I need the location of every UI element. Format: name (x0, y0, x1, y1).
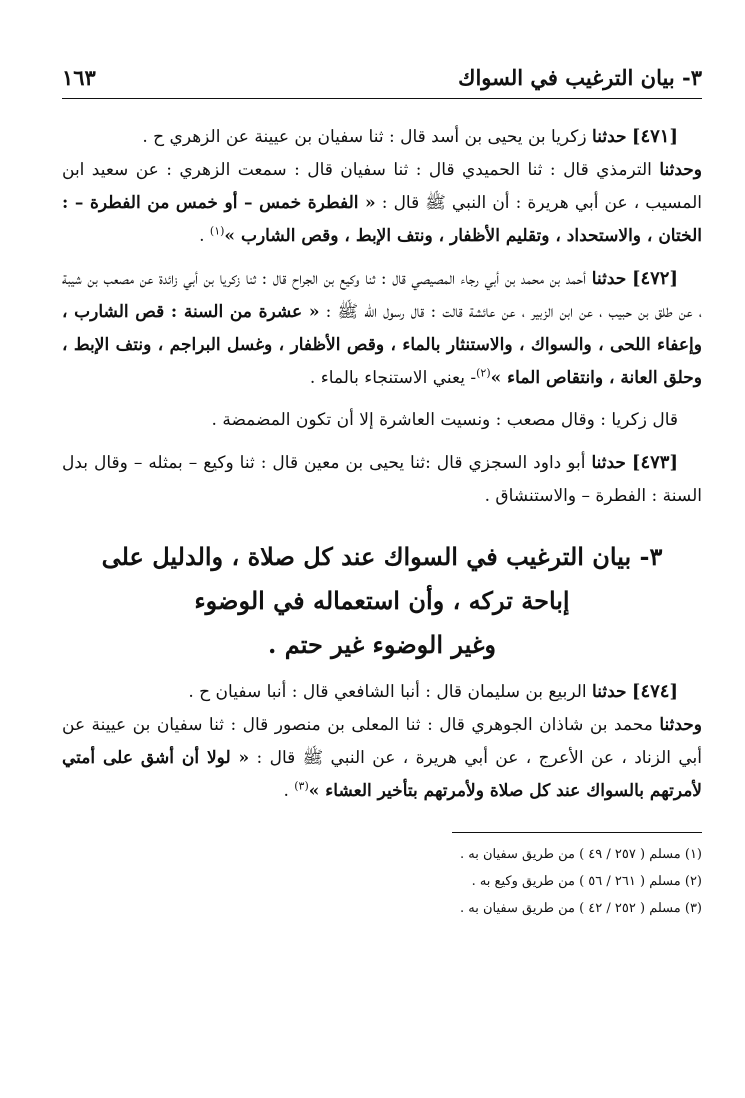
footnote-separator (452, 832, 702, 833)
hadith-number: [٤٧٢] (631, 268, 679, 289)
page-header (62, 56, 702, 96)
page-number: ١٦٣ (62, 65, 96, 90)
narration-lead: حدثنا (591, 453, 626, 473)
isnad-text: الترمذي قال : ثنا الحميدي قال : ثنا سفيان قال : سمعت الزهري : عن سعيد ابن المسيب ، عن أبي هريرة : أن النبي ﷺ قال : (62, 160, 702, 213)
narration-lead: حدثنا (591, 269, 627, 289)
hadith-472-note: قال زكريا : وقال مصعب : ونسيت العاشرة إلا أن تكون المضمضة . (211, 410, 678, 430)
section-heading-line-3: وغير الوضوء غير حتم . (268, 630, 496, 659)
hadith-end: . (283, 781, 295, 801)
hadith-473 (62, 446, 702, 513)
hadith-text: « الفطرة خمس – أو خمس من الفطرة – : الختان ، والاستحداد ، وتقليم الأظفار ، ونتف الإبط ، وقص الشارب » (62, 193, 702, 246)
hadith-474-second-chain (62, 709, 702, 808)
section-heading (62, 535, 702, 667)
footnote-1: (١) مسلم ( ٢٥٧ / ٤٩ ) من طريق سفيان به . (459, 847, 702, 862)
footnote-2: (٢) مسلم ( ٢٦١ / ٥٦ ) من طريق وكيع به . (471, 874, 702, 889)
hadith-end: - يعني الاستنجاء بالماء . (309, 368, 477, 388)
hadith-471-second-chain (62, 154, 702, 253)
isnad-text: زكريا بن يحيى بن أسد قال : ثنا سفيان بن عيينة عن الزهري ح . (142, 127, 587, 147)
isnad-text: محمد بن شاذان الجوهري قال : ثنا المعلى بن منصور قال : ثنا سفيان بن عيينة عن أبي الزناد ، عن الأعرج ، عن أبي هريرة ، عن النبي ﷺ قال : (62, 715, 702, 768)
section-heading-line-2: إباحة تركه ، وأن استعماله في الوضوء (194, 586, 570, 615)
isnad-text: أبو داود السجزي قال :ثنا يحيى بن معين قال : ثنا وكيع – بمثله – وقال بدل السنة : الفطرة – والاستنشاق . (62, 453, 702, 506)
hadith-474 (62, 675, 702, 709)
hadith-number: [٤٧١] (631, 126, 678, 147)
hadith-number: [٤٧٣] (631, 452, 678, 473)
running-title: ٣- بيان الترغيب في السواك (458, 65, 702, 90)
hadith-text: « لولا أن أشق على أمتي لأمرتهم بالسواك عند كل صلاة ولأمرتهم بتأخير العشاء » (62, 748, 702, 801)
header-rule (62, 98, 702, 99)
narration-lead: وحدثنا (659, 160, 702, 180)
narration-lead: وحدثنا (659, 715, 703, 735)
page-body (62, 120, 702, 922)
footnote-ref[interactable]: (١) (209, 224, 225, 238)
narration-lead: حدثنا (592, 127, 627, 147)
hadith-end: . (199, 226, 210, 246)
hadith-text: « عشرة من السنة : قص الشارب ، وإعفاء اللحى ، والسواك ، والاستنثار بالماء ، وقص الأظفار ، وغسل البراجم ، ونتف الإبط ، وحلق العانة ، وانتقاص الماء » (62, 302, 702, 388)
footnotes (62, 841, 702, 922)
book-page (62, 56, 703, 916)
hadith-471 (62, 120, 702, 154)
hadith-number: [٤٧٤] (631, 681, 678, 702)
footnote-ref[interactable]: (٣) (294, 779, 309, 793)
hadith-472 (62, 262, 702, 395)
section-heading-line-1: ٣- بيان الترغيب في السواك عند كل صلاة ، والدليل على (101, 542, 663, 571)
footnote-ref[interactable]: (٢) (476, 366, 491, 380)
narration-lead: حدثنا (592, 682, 627, 702)
footnote-3: (٣) مسلم ( ٢٥٢ / ٤٢ ) من طريق سفيان به . (459, 901, 702, 916)
isnad-text: الربيع بن سليمان قال : أنبا الشافعي قال : أنبا سفيان ح . (188, 682, 587, 702)
isnad-text: أحمد بن محمد بن أبي رجاء المصيصي قال : ثنا وكيع بن الجراح قال : ثنا زكريا بن أبي زائدة عن مصعب بن شيبة ، عن طلق بن حبيب ، عن ابن الزبير ، عن عائشة قالت : قال رسول اللّه ﷺ : (62, 269, 703, 322)
